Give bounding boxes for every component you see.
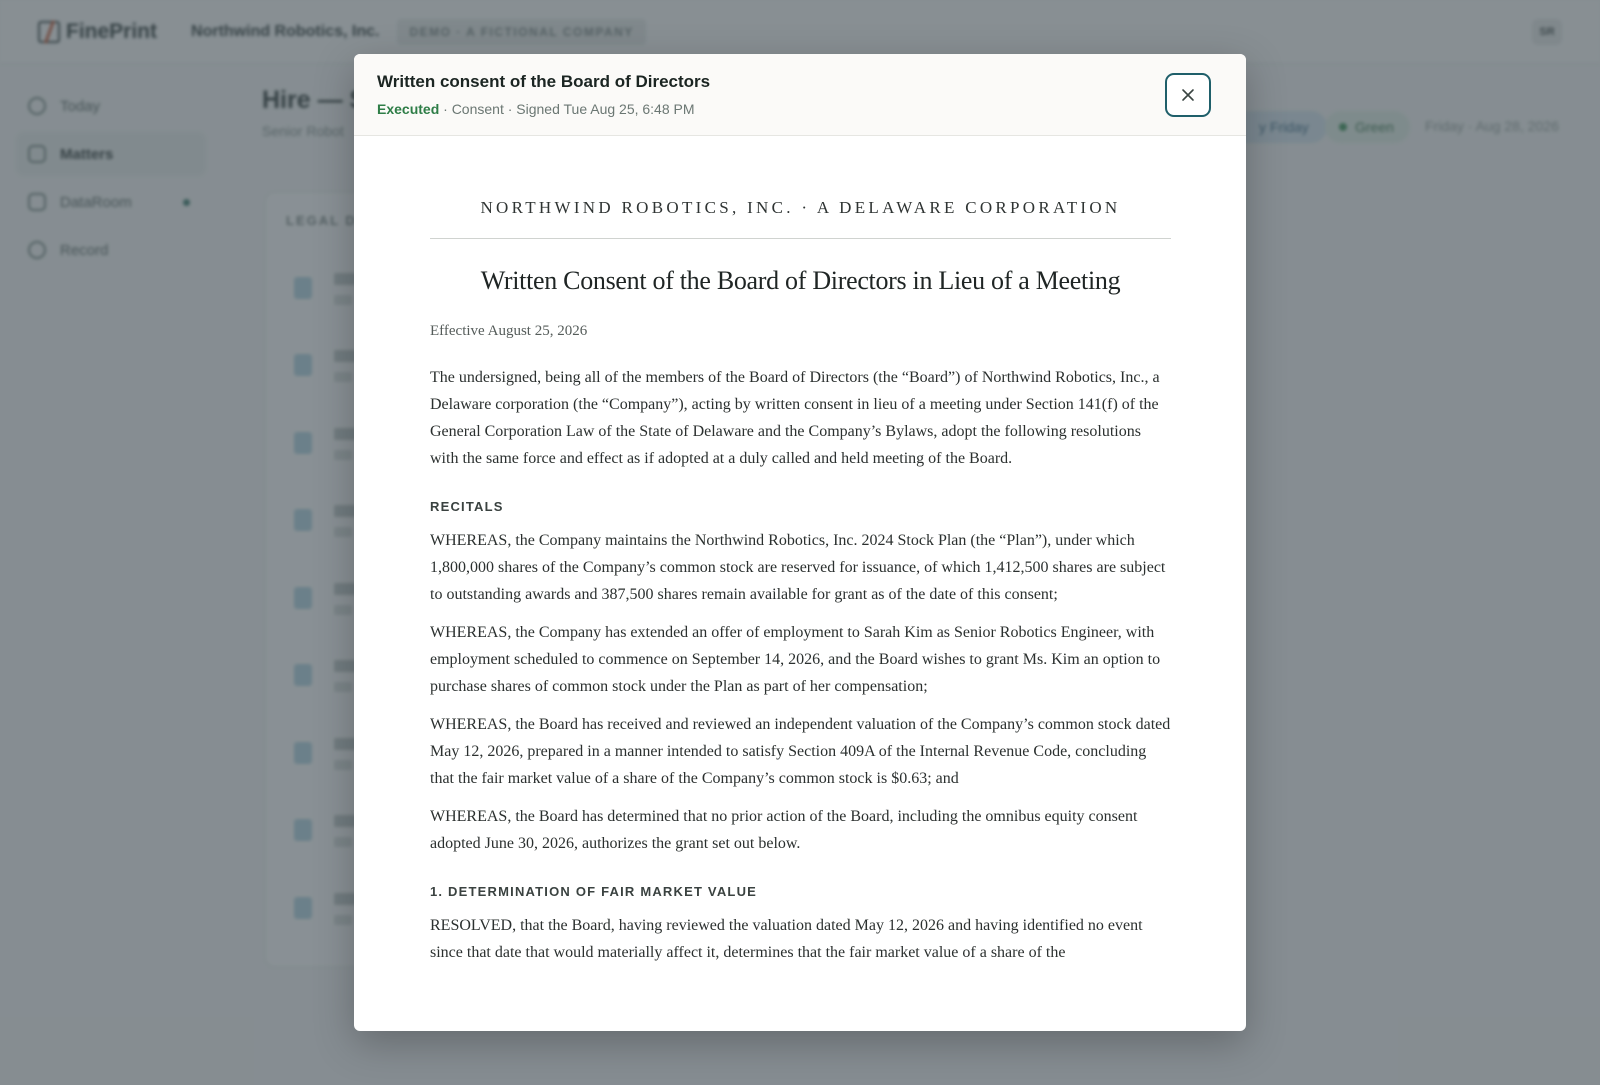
- resolution-paragraph: RESOLVED, that the Board, having reviewed the valuation dated May 12, 2026 and having identified no event since that date that would materially affect it, determines that the fair market value of a share of the: [430, 917, 1143, 961]
- close-button[interactable]: [1165, 73, 1211, 117]
- intro-paragraph: The undersigned, being all of the members of the Board of Directors (the “Board”) of Northwind Robotics, Inc., a Delaware corporation (the “Company”), acting by written consent in lieu of a meeting under Section 141(f) of the General Corporation Law of the State of Delaware and the Company’s Bylaws, adopt the following resolutions with the same force and effect as if adopted at a duly called and held meeting of the Board.: [430, 369, 1160, 467]
- recital-paragraph: WHEREAS, the Board has received and reviewed an independent valuation of the Company’s common stock dated May 12, 2026, prepared in a manner intended to satisfy Section 409A of the Internal Revenue Code, concluding that the fair market value of a share of the Company’s common stock is $0.63; and: [430, 716, 1171, 787]
- modal-meta-details: · Consent · Signed Tue Aug 25, 6:48 PM: [439, 101, 695, 117]
- document-title: Written Consent of the Board of Directors in Lieu of a Meeting: [480, 266, 1121, 295]
- document-body: [354, 136, 1246, 966]
- modal-header: [354, 54, 1246, 136]
- close-icon: [1181, 88, 1195, 102]
- effective-date: Effective August 25, 2026: [430, 323, 588, 339]
- recital-paragraph: WHEREAS, the Company has extended an offer of employment to Sarah Kim as Senior Robotics Engineer, with employment scheduled to commence on September 14, 2026, and the Board wishes to grant Ms. Kim an option to purchase shares of common stock under the Plan as part of her compensation;: [430, 624, 1161, 695]
- executed-status: Executed: [377, 101, 440, 117]
- recitals-heading: RECITALS: [430, 499, 504, 514]
- section-heading: 1. DETERMINATION OF FAIR MARKET VALUE: [430, 884, 758, 899]
- corporation-header: NORTHWIND ROBOTICS, INC. · A DELAWARE CORPORATION: [430, 198, 1171, 239]
- recital-paragraph: WHEREAS, the Board has determined that no prior action of the Board, including the omnibus equity consent adopted June 30, 2026, authorizes the grant set out below.: [430, 808, 1138, 852]
- modal-title: Written consent of the Board of Directors: [377, 72, 711, 91]
- modal-meta: [377, 101, 1246, 117]
- recital-paragraph: WHEREAS, the Company maintains the Northwind Robotics, Inc. 2024 Stock Plan (the “Plan”), under which 1,800,000 shares of the Company’s common stock are reserved for issuance, of which 1,412,500 shares are subject to outstanding awards and 387,500 shares remain available for grant as of the date of this consent;: [430, 532, 1166, 603]
- document-viewer-modal: [354, 54, 1246, 1031]
